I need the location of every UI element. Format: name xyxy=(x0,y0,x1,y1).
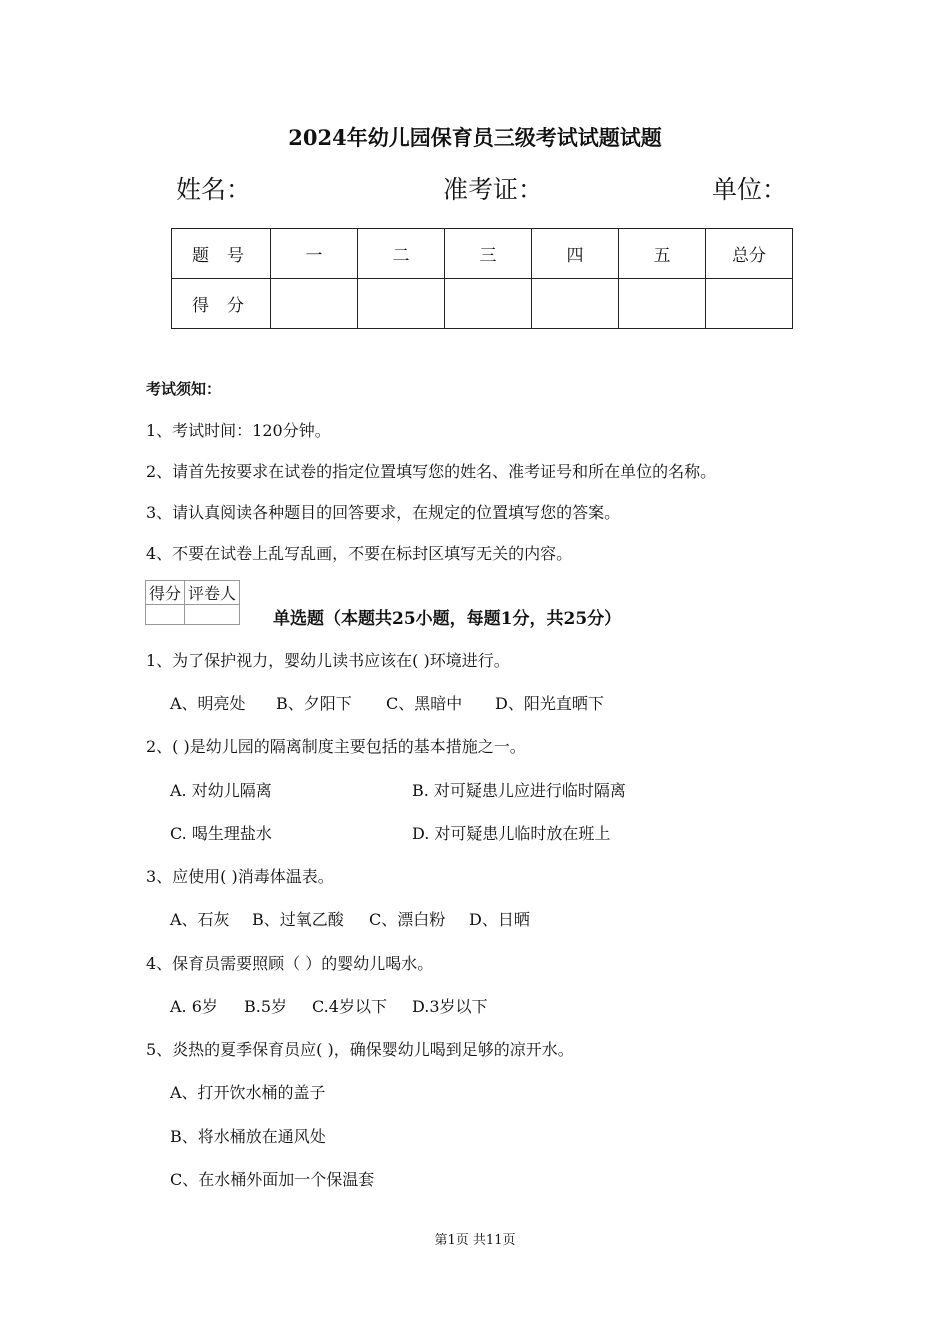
score-table-column: 一 xyxy=(271,229,358,279)
score-cell xyxy=(358,279,445,329)
grader-box xyxy=(145,580,240,625)
notice-item: 4、不要在试卷上乱写乱画，不要在标封区填写无关的内容。 xyxy=(146,544,573,563)
name-field-label: 姓名： xyxy=(176,175,252,204)
notice-heading: 考试须知： xyxy=(146,380,222,398)
question-option: C. 喝生理盐水 xyxy=(170,824,272,843)
score-table-header-row xyxy=(172,229,793,279)
question-option: D、日晒 xyxy=(469,910,530,929)
grader-score-label: 得分 xyxy=(146,581,185,605)
question-stem: 4、保育员需要照顾（ ）的婴幼儿喝水。 xyxy=(146,954,434,973)
score-cell xyxy=(532,279,619,329)
score-table-score-label: 得分 xyxy=(172,279,271,329)
exam-number-field-label: 准考证： xyxy=(443,175,544,204)
question-option: A、石灰 xyxy=(170,910,230,929)
question-option: B、夕阳下 xyxy=(276,694,352,713)
question-option: B. 对可疑患儿应进行临时隔离 xyxy=(412,781,626,800)
question-option: C、漂白粉 xyxy=(369,910,446,929)
question-option: C.4岁以下 xyxy=(312,997,387,1016)
question-option: D.3岁以下 xyxy=(412,997,488,1016)
question-option: D. 对可疑患儿临时放在班上 xyxy=(412,824,611,843)
score-table xyxy=(171,228,793,329)
notice-item: 2、请首先按要求在试卷的指定位置填写您的姓名、准考证号和所在单位的名称。 xyxy=(146,462,717,481)
score-table-score-row xyxy=(172,279,793,329)
score-cell xyxy=(706,279,793,329)
question-option: B、过氧乙酸 xyxy=(252,910,344,929)
question-option: B、将水桶放在通风处 xyxy=(170,1127,326,1146)
question-stem: 5、炎热的夏季保育员应( )，确保婴幼儿喝到足够的凉开水。 xyxy=(146,1040,574,1059)
grader-reviewer-cell xyxy=(185,605,240,625)
question-option: A. 对幼儿隔离 xyxy=(170,781,272,800)
score-table-column: 二 xyxy=(358,229,445,279)
score-table-header-label: 题号 xyxy=(172,229,271,279)
score-table-column: 总分 xyxy=(706,229,793,279)
question-stem: 3、应使用( )消毒体温表。 xyxy=(146,867,334,886)
score-cell xyxy=(271,279,358,329)
page-footer: 第1页 共11页 xyxy=(434,1233,516,1248)
score-cell xyxy=(445,279,532,329)
score-table-column: 五 xyxy=(619,229,706,279)
notice-item: 1、考试时间：120分钟。 xyxy=(146,421,331,440)
score-table-column: 四 xyxy=(532,229,619,279)
notice-item: 3、请认真阅读各种题目的回答要求，在规定的位置填写您的答案。 xyxy=(146,503,621,522)
question-stem: 1、为了保护视力，婴幼儿读书应该在( )环境进行。 xyxy=(146,651,510,670)
score-table-column: 三 xyxy=(445,229,532,279)
question-option: A. 6岁 xyxy=(170,997,218,1016)
question-option: C、黑暗中 xyxy=(386,694,463,713)
question-option: C、在水桶外面加一个保温套 xyxy=(170,1170,375,1189)
question-option: A、明亮处 xyxy=(170,694,246,713)
question-stem: 2、( )是幼儿园的隔离制度主要包括的基本措施之一。 xyxy=(146,737,526,756)
section-title: 单选题（本题共25小题，每题1分，共25分） xyxy=(273,609,622,629)
question-option: B.5岁 xyxy=(244,997,288,1016)
question-option: D、阳光直晒下 xyxy=(495,694,604,713)
page-title: 2024年幼儿园保育员三级考试试题试题 xyxy=(288,125,662,150)
unit-field-label: 单位： xyxy=(712,175,788,204)
grader-reviewer-label: 评卷人 xyxy=(185,581,240,605)
question-option: A、打开饮水桶的盖子 xyxy=(170,1083,326,1102)
score-cell xyxy=(619,279,706,329)
grader-score-cell xyxy=(146,605,185,625)
